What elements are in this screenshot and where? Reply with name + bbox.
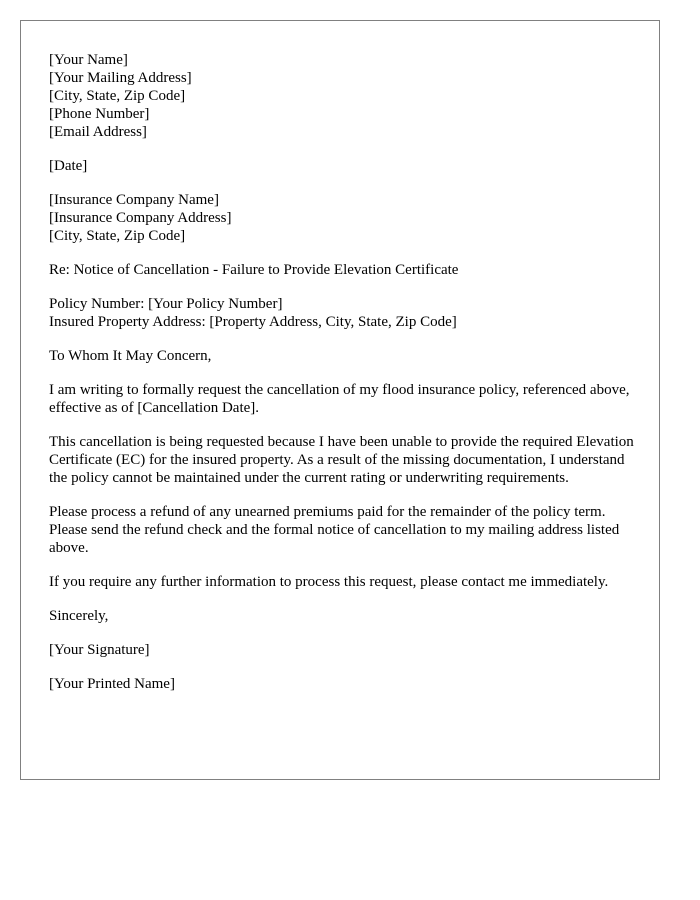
printed-name-placeholder: [Your Printed Name] — [49, 676, 175, 692]
sender-mailing-address: [Your Mailing Address] — [49, 70, 192, 86]
body-paragraph-refund: Please process a refund of any unearned premiums paid for the remainder of the policy term. Please send the refund check and the formal notice of cancellation to my mailing address listed above. — [49, 504, 620, 556]
letter-content — [49, 51, 634, 709]
sender-address-block — [49, 51, 634, 141]
body-paragraph-reason: This cancellation is being requested because I have been unable to provide the required Elevation Certificate (EC) for the insured property. As a result of the missing documentation, I understand the policy cannot be maintained under the current rating or underwriting requirements. — [49, 434, 634, 486]
letter-date: [Date] — [49, 158, 88, 174]
recipient-company-address: [Insurance Company Address] — [49, 210, 232, 226]
subject-line: Re: Notice of Cancellation - Failure to Provide Elevation Certificate — [49, 262, 459, 278]
sender-email: [Email Address] — [49, 124, 147, 140]
sender-city-state-zip: [City, State, Zip Code] — [49, 88, 186, 104]
signature-placeholder: [Your Signature] — [49, 642, 150, 658]
policy-info-block — [49, 295, 634, 331]
recipient-company-name: [Insurance Company Name] — [49, 192, 219, 208]
salutation: To Whom It May Concern, — [49, 348, 212, 364]
sender-phone: [Phone Number] — [49, 106, 150, 122]
letter-page — [20, 20, 660, 780]
closing: Sincerely, — [49, 608, 109, 624]
policy-number: Policy Number: [Your Policy Number] — [49, 296, 283, 312]
recipient-city-state-zip: [City, State, Zip Code] — [49, 228, 186, 244]
sender-name: [Your Name] — [49, 52, 128, 68]
body-paragraph-request: I am writing to formally request the cancellation of my flood insurance policy, referenced above, effective as of [Cancellation Date]. — [49, 382, 630, 416]
body-paragraph-contact: If you require any further information to process this request, please contact me immediately. — [49, 574, 609, 590]
insured-property-address: Insured Property Address: [Property Address, City, State, Zip Code] — [49, 314, 457, 330]
recipient-address-block — [49, 191, 634, 245]
